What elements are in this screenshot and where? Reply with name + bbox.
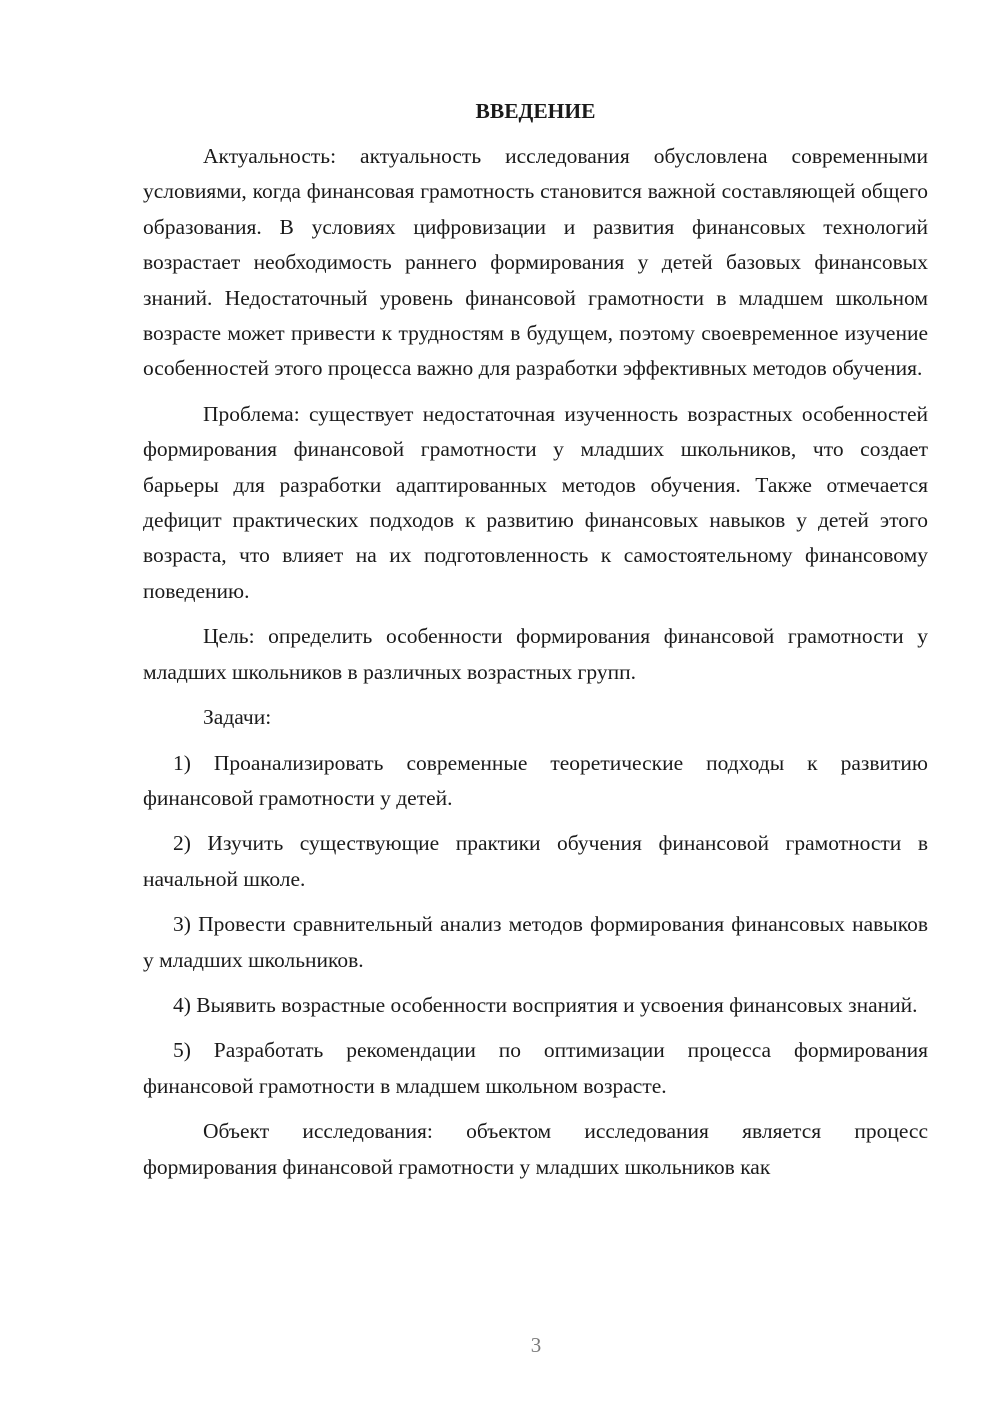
- object-paragraph: Объект исследования: объектом исследования является процесс формирования финансовой грамотности у младших школьников как: [143, 1119, 928, 1179]
- page-title: ВВЕДЕНИЕ: [475, 99, 596, 123]
- relevance-paragraph: Актуальность: актуальность исследования обусловлена современными условиями, когда финансовая грамотность становится важной составляющей общего образования. В условиях цифровизации и развития финансовых технологий возрастает необходимость раннего формирования у детей базовых финансовых знаний. Недостаточный уровень финансовой грамотности в младшем школьном возрасте может привести к трудностям в будущем, поэтому своевременное изучение особенностей этого процесса важно для разработки эффективных методов обучения.: [143, 144, 928, 381]
- goal-paragraph: Цель: определить особенности формирования финансовой грамотности у младших школьников в различных возрастных групп.: [143, 624, 928, 684]
- task-item-5: 5) Разработать рекомендации по оптимизации процесса формирования финансовой грамотности в младшем школьном возрасте.: [143, 1038, 928, 1098]
- tasks-label: Задачи:: [203, 705, 272, 730]
- task-item-1: 1) Проанализировать современные теоретические подходы к развитию финансовой грамотности у детей.: [143, 750, 928, 810]
- problem-paragraph: Проблема: существует недостаточная изученность возрастных особенностей формирования финансовой грамотности у младших школьников, что создает барьеры для разработки адаптированных методов обучения. Также отмечается дефицит практических подходов к развитию финансовых навыков у детей этого возраста, что влияет на их подготовленность к самостоятельному финансовому поведению.: [143, 401, 928, 603]
- page-number: 3: [530, 1333, 542, 1357]
- task-item-3: 3) Провести сравнительный анализ методов формирования финансовых навыков у младших школьников.: [143, 912, 928, 972]
- task-item-2: 2) Изучить существующие практики обучения финансовой грамотности в начальной школе.: [143, 831, 928, 891]
- page-content: [143, 95, 928, 1185]
- task-item-4: 4) Выявить возрастные особенности восприятия и усвоения финансовых знаний.: [173, 992, 918, 1017]
